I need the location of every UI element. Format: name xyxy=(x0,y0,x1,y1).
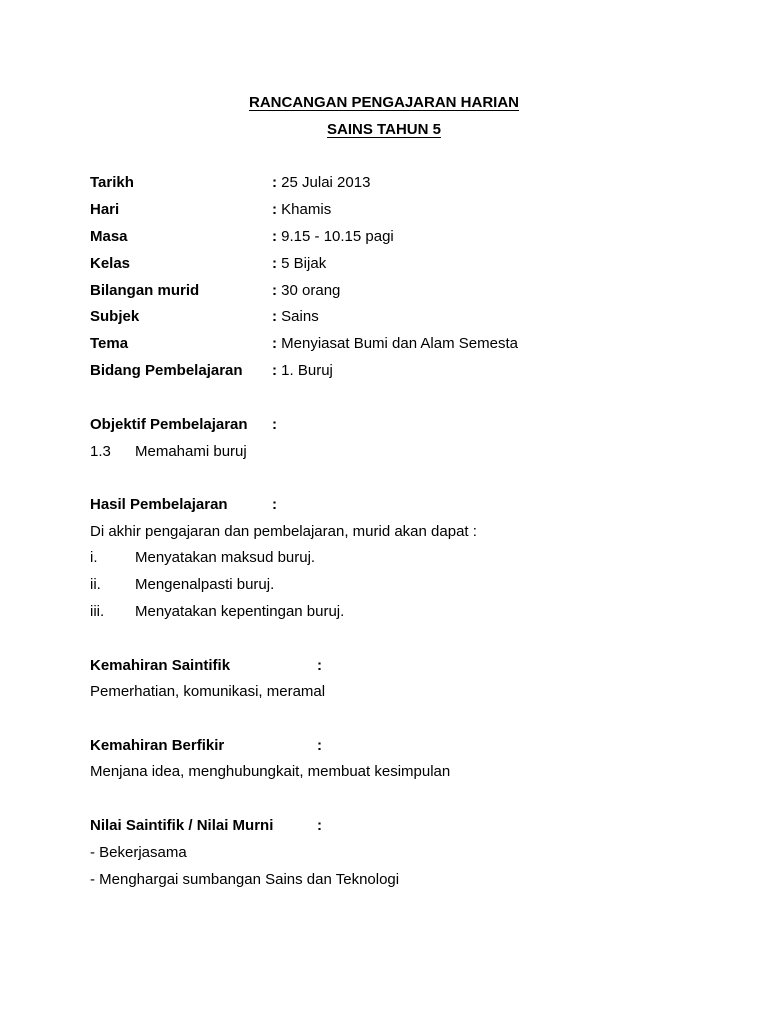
nilai-item: - Bekerjasama xyxy=(90,844,187,861)
info-label: Subjek xyxy=(90,308,140,325)
info-value: : Khamis xyxy=(272,201,332,218)
nilai-item: - Menghargai sumbangan Sains dan Teknologi xyxy=(90,871,400,888)
info-label: Bidang Pembelajaran xyxy=(90,362,243,379)
info-label: Kelas xyxy=(90,255,131,272)
kemahiran-saintifik-text: Pemerhatian, komunikasi, meramal xyxy=(90,683,326,700)
nilai-heading: Nilai Saintifik / Nilai Murni : xyxy=(90,817,322,834)
info-value: : 1. Buruj xyxy=(272,362,333,379)
info-label: Masa xyxy=(90,228,128,245)
document-subtitle: SAINS TAHUN 5 xyxy=(327,121,441,138)
info-value: : 25 Julai 2013 xyxy=(272,174,371,191)
hasil-intro: Di akhir pengajaran dan pembelajaran, murid akan dapat : xyxy=(90,523,477,540)
info-value: : 9.15 - 10.15 pagi xyxy=(272,228,394,245)
kemahiran-berfikir-heading: Kemahiran Berfikir : xyxy=(90,737,322,754)
document-page: RANCANGAN PENGAJARAN HARIAN SAINS TAHUN 5 Tarikh : 25 Julai 2013 Hari : Khamis Masa : 9.15 - 10.15 pagi Kelas : 5 Bijak Bilangan murid : 30 orang Subjek : Sains Tema : Menyiasat Bumi dan Alam Semesta Bidang Pembelajaran : 1. Buruj Objektif Pembelajaran : 1.3 Memahami buruj Hasil Pembelajaran : Di akhir pengajaran dan pembelajaran, murid akan dapat : i. Menyatakan maksud buruj. ii. Mengenalpasti buruj. iii. Menyatakan kepentingan buruj. Kemahiran Saintifik : Pemerhatian, komunikasi, meramal Kemahiran Berfikir : Menjana idea, menghubungkait, membuat kesimpulan Nilai Saintifik / Nilai Murni : - Bekerjasama - Menghargai sumbangan Sains dan Teknologi xyxy=(0,0,768,1024)
info-value: : Sains xyxy=(272,308,319,325)
info-value: : 30 orang xyxy=(272,282,341,299)
objektif-heading: Objektif Pembelajaran : xyxy=(90,416,277,433)
info-label: Tema xyxy=(90,335,129,352)
info-label: Bilangan murid xyxy=(90,282,200,299)
info-label: Hari xyxy=(90,201,120,218)
hasil-heading: Hasil Pembelajaran : xyxy=(90,496,277,513)
info-value: : 5 Bijak xyxy=(272,255,327,272)
info-label: Tarikh xyxy=(90,174,134,191)
kemahiran-saintifik-heading: Kemahiran Saintifik : xyxy=(90,657,322,674)
kemahiran-berfikir-text: Menjana idea, menghubungkait, membuat kesimpulan xyxy=(90,763,451,780)
info-value: : Menyiasat Bumi dan Alam Semesta xyxy=(272,335,518,352)
document-title: RANCANGAN PENGAJARAN HARIAN xyxy=(248,94,519,111)
